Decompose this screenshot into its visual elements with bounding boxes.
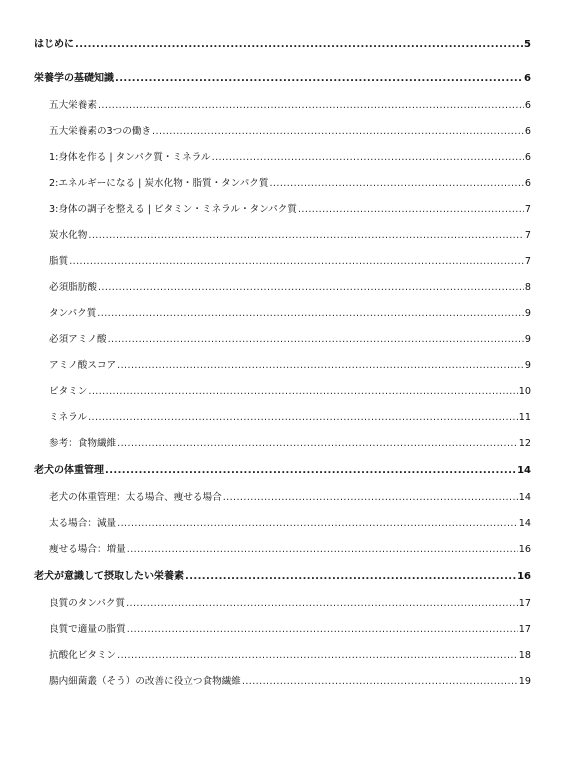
dot-leader <box>152 125 524 139</box>
toc-page-number: 17 <box>518 624 531 635</box>
toc-entry[interactable] <box>34 437 531 451</box>
toc-entry[interactable] <box>34 38 531 52</box>
toc-entry[interactable] <box>34 307 531 321</box>
dot-leader <box>117 649 518 663</box>
toc-page-number: 10 <box>518 386 531 397</box>
toc-entry-label: 五大栄養素の3つの働き <box>49 126 152 137</box>
toc-page-number: 11 <box>518 412 531 423</box>
toc-entry-label: 良質で適量の脂質 <box>49 624 126 635</box>
dot-leader <box>88 229 524 243</box>
toc-page-number: 14 <box>518 492 531 503</box>
dot-leader <box>269 177 523 191</box>
toc-entry[interactable] <box>34 464 531 478</box>
toc-entry-label: 必須脂肪酸 <box>49 282 97 293</box>
toc-entry[interactable] <box>34 649 531 663</box>
toc-entry[interactable] <box>34 517 531 531</box>
toc-entry[interactable] <box>34 99 531 113</box>
dot-leader <box>126 597 518 611</box>
dot-leader <box>117 359 524 373</box>
dot-leader <box>117 437 518 451</box>
toc-page-number: 7 <box>524 256 531 267</box>
toc-entry[interactable] <box>34 491 531 505</box>
toc-entry[interactable] <box>34 385 531 399</box>
toc-entry[interactable] <box>34 570 531 584</box>
dot-leader <box>88 385 517 399</box>
toc-entry[interactable] <box>34 281 531 295</box>
toc-entry[interactable] <box>34 72 531 86</box>
toc-entry[interactable] <box>34 177 531 191</box>
toc-entry-label: はじめに <box>34 39 74 50</box>
dot-leader <box>75 38 523 52</box>
toc-entry-label: 老犬の体重管理：太る場合、痩せる場合 <box>49 492 222 503</box>
dot-leader <box>105 464 516 478</box>
toc-entry-label: 抗酸化ビタミン <box>49 650 117 661</box>
toc-entry[interactable] <box>34 229 531 243</box>
toc-entry[interactable] <box>34 333 531 347</box>
dot-leader <box>117 517 518 531</box>
toc-entry-label: 老犬の体重管理 <box>34 465 104 476</box>
toc-page-number: 9 <box>524 308 531 319</box>
toc-page-number: 18 <box>518 650 531 661</box>
toc-page-number: 16 <box>518 544 531 555</box>
dot-leader <box>69 255 524 269</box>
toc-entry-label: ミネラル <box>49 412 88 423</box>
dot-leader <box>127 623 518 637</box>
toc-page-number: 6 <box>524 178 531 189</box>
dot-leader <box>98 99 524 113</box>
dot-leader <box>127 543 518 557</box>
dot-leader <box>88 411 518 425</box>
toc-entry-label: アミノ酸スコア <box>49 360 117 371</box>
toc-entry[interactable] <box>34 125 531 139</box>
toc-entry[interactable] <box>34 203 531 217</box>
toc-page-number: 6 <box>524 126 531 137</box>
toc-entry-label: 参考：食物繊維 <box>49 438 117 449</box>
toc-page-number: 7 <box>524 230 531 241</box>
table-of-contents <box>34 38 531 689</box>
toc-entry-label: 脂質 <box>49 256 69 267</box>
toc-entry[interactable] <box>34 411 531 425</box>
toc-entry-label: 五大栄養素 <box>49 100 97 111</box>
toc-entry[interactable] <box>34 255 531 269</box>
dot-leader <box>115 72 523 86</box>
dot-leader <box>212 151 524 165</box>
toc-entry-label: 必須アミノ酸 <box>49 334 107 345</box>
toc-page-number: 6 <box>524 73 531 84</box>
toc-page-number: 6 <box>524 100 531 111</box>
toc-entry-label: ビタミン <box>49 386 88 397</box>
toc-entry-label: 痩せる場合：増量 <box>49 544 126 555</box>
toc-entry-label: 腸内細菌叢（そう）の改善に役立つ食物繊維 <box>49 676 241 687</box>
toc-page-number: 8 <box>524 282 531 293</box>
toc-entry[interactable] <box>34 543 531 557</box>
toc-entry-label: 炭水化物 <box>49 230 88 241</box>
toc-entry-label: 老犬が意識して摂取したい栄養素 <box>34 571 184 582</box>
toc-page-number: 5 <box>524 39 531 50</box>
toc-entry[interactable] <box>34 597 531 611</box>
toc-entry-label: 3:身体の調子を整える | ビタミン・ミネラル・タンパク質 <box>49 204 297 215</box>
toc-page-number: 14 <box>517 465 531 476</box>
toc-page-number: 7 <box>524 204 531 215</box>
toc-page-number: 16 <box>517 571 531 582</box>
toc-entry[interactable] <box>34 359 531 373</box>
dot-leader <box>185 570 516 584</box>
toc-page-number: 12 <box>518 438 531 449</box>
toc-entry[interactable] <box>34 675 531 689</box>
toc-page-number: 19 <box>518 676 531 687</box>
toc-page-number: 9 <box>524 334 531 345</box>
toc-page-number: 6 <box>524 152 531 163</box>
toc-entry-label: 良質のタンパク質 <box>49 598 126 609</box>
toc-entry-label: 1:身体を作る | タンパク質・ミネラル <box>49 152 211 163</box>
toc-entry-label: 2:エネルギーになる | 炭水化物・脂質・タンパク質 <box>49 178 269 189</box>
dot-leader <box>223 491 518 505</box>
toc-entry-label: 栄養学の基礎知識 <box>34 73 114 84</box>
dot-leader <box>97 307 524 321</box>
dot-leader <box>242 675 518 689</box>
dot-leader <box>108 333 524 347</box>
toc-entry-label: 太る場合：減量 <box>49 518 117 529</box>
toc-page-number: 9 <box>524 360 531 371</box>
dot-leader <box>98 281 524 295</box>
toc-entry[interactable] <box>34 151 531 165</box>
dot-leader <box>298 203 524 217</box>
toc-page-number: 17 <box>518 598 531 609</box>
toc-entry-label: タンパク質 <box>49 308 97 319</box>
toc-entry[interactable] <box>34 623 531 637</box>
toc-page-number: 14 <box>518 518 531 529</box>
